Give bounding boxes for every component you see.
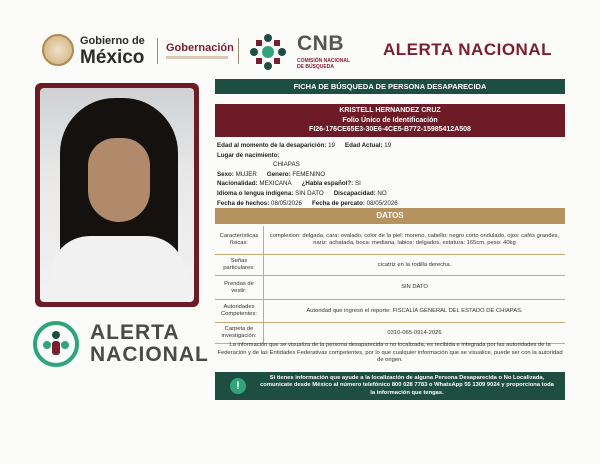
edad-desap-label: Edad al momento de la desaparición: <box>217 142 327 149</box>
cnb-title: CNB <box>297 32 344 55</box>
idioma-label: Idioma o lengua indígena: <box>217 189 294 197</box>
mexico-seal-icon <box>42 34 74 66</box>
photo-frame <box>35 83 199 307</box>
missing-person-photo <box>40 88 194 302</box>
edad-actual-label: Edad Actual: <box>344 142 383 149</box>
genero-value: FEMENINO <box>292 170 326 178</box>
discapacidad-label: Discapacidad: <box>333 189 376 197</box>
cnb-sub-2: DE BÚSQUEDA <box>297 64 334 71</box>
header <box>0 30 600 76</box>
row-value: SIN DATO <box>401 284 428 290</box>
idioma-value: SIN DATO <box>295 189 324 197</box>
row-value: Autoridad que ingresó el reporte: FISCALÍA GENERAL DEL ESTADO DE CHIAPAS. <box>306 307 523 314</box>
nacionalidad-label: Nacionalidad: <box>217 180 258 188</box>
row-key: Señas particulares: <box>223 258 255 271</box>
ficha-title: FICHA DE BÚSQUEDA DE PERSONA DESAPARECIDA <box>215 79 565 94</box>
row-key: Prendas de vestir: <box>224 280 254 294</box>
fecha-percato-value: 08/05/2026 <box>366 199 398 207</box>
row-value: cicatriz en la rodilla derecha. <box>377 261 452 268</box>
fecha-percato-label: Fecha de percato: <box>311 199 365 207</box>
datos-header: DATOS <box>215 208 565 224</box>
table-row <box>215 226 565 255</box>
divider <box>157 38 158 64</box>
name-box <box>215 104 565 137</box>
contact-bar <box>215 372 565 400</box>
gob-line2: México <box>80 47 145 68</box>
table-row <box>215 255 565 276</box>
legal-notice: La información que se visualiza de la persona desaparecida o no localizada, es recibida e integrada por las autoridades de la Federación y de las Entidades Federativas competentes, por lo que cualquier información que se visualice, puede ser con la autoridad de origen. <box>217 342 563 364</box>
row-key: Carpeta de investigación: <box>221 326 257 339</box>
big-alerta-line1: ALERTA <box>90 321 180 344</box>
fecha-hechos-value: 08/05/2026 <box>271 199 302 207</box>
table-row <box>215 323 565 344</box>
fecha-hechos-label: Fecha de hechos: <box>217 199 270 207</box>
habla-label: ¿Habla español?: <box>301 180 354 188</box>
big-alerta-logo <box>90 322 209 366</box>
sexo-label: Sexo: <box>217 170 234 178</box>
sexo-value: MUJER <box>235 170 257 178</box>
table-row <box>215 300 565 323</box>
nacionalidad-value: MEXICANA <box>259 180 292 188</box>
table-row <box>215 276 565 300</box>
lugar-nac-value: CHIAPAS <box>273 161 300 169</box>
person-info <box>217 141 567 218</box>
row-key: Autoridades Competentes: <box>220 304 258 317</box>
edad-desap-value: 19 <box>328 142 335 149</box>
row-value: complexion: delgada, cara: ovalado, color de la piel: moreno, cabello: negro corto ondulado, ojos: cafés grandes, nariz: achatada, boca: mediana, labios: delgados, estatura: 165cm, peso: 40kg <box>269 233 560 246</box>
gobierno-logo <box>80 36 145 67</box>
big-alerta-line2: NACIONAL <box>90 343 209 367</box>
cnb-sub-1: COMISIÓN NACIONAL <box>297 58 351 64</box>
edad-actual-value: 19 <box>384 142 392 149</box>
row-key: Características físicas: <box>219 233 259 246</box>
exclamation-icon: ! <box>230 378 246 394</box>
gobernacion-logo: Gobernación <box>166 42 234 54</box>
alerta-logo-icon <box>33 321 79 367</box>
genero-label: Genero: <box>266 170 291 178</box>
habla-value: SI <box>354 180 361 188</box>
discapacidad-value: NO <box>377 189 387 197</box>
folio-label: Folio Único de Identificación <box>342 116 438 124</box>
gobernacion-underline <box>166 56 228 59</box>
folio-value: FI26-176CE65E3-30E6-4CE5-B772-15985412A508 <box>309 126 471 133</box>
cnb-subtitle <box>297 58 350 71</box>
alerta-nacional-title: ALERTA NACIONAL <box>383 40 552 59</box>
contact-text: Si tienes información que ayude a la localización de alguna Persona Desaparecida o No Localizada, comunicate desde México al número telefónico 800 028 7783 o WhatsApp 55 1309 9024 y proporciona toda la información que tengas. <box>260 375 554 396</box>
row-value: 0310-065-0914-2026 <box>387 329 442 336</box>
divider <box>238 38 239 64</box>
cnb-logo-icon <box>248 32 288 72</box>
lugar-nac-label: Lugar de nacimiento: <box>217 151 280 159</box>
datos-table <box>215 226 565 344</box>
person-name: KRISTELL HERNANDEZ CRUZ <box>339 107 441 114</box>
gob-line1: Gobierno de <box>80 35 145 47</box>
